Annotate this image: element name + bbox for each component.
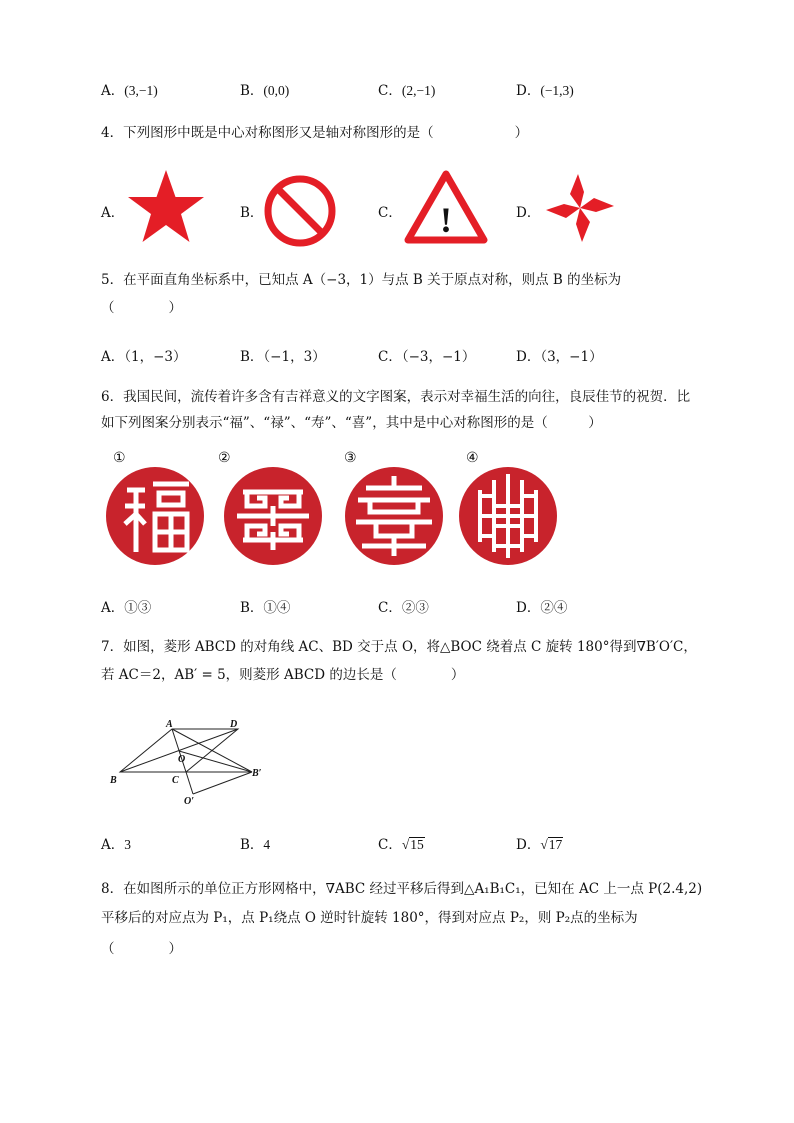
- q6-option-b: B．①④: [240, 600, 291, 616]
- q7-option-c: C．√15: [378, 837, 424, 853]
- q4-question: 4．下列图形中既是中心对称图形又是轴对称图形的是（ ）: [101, 125, 529, 141]
- q6-figure-label-4: ④: [466, 450, 479, 466]
- q6-figure-label-3: ③: [344, 450, 357, 466]
- sqrt-17: 17: [548, 837, 563, 852]
- label-d: D: [230, 719, 238, 730]
- xi-seal-icon: [458, 466, 558, 566]
- q6-option-a: A．①③: [101, 600, 152, 616]
- q5-option-b: B．（−1，3）: [240, 349, 326, 365]
- q6-option-d: D．②④: [516, 600, 568, 616]
- shou-seal-icon: [344, 466, 444, 566]
- q7-option-b: B．4: [240, 837, 271, 853]
- rhombus-diagram: [100, 716, 270, 808]
- q5-question-line1: 5．在平面直角坐标系中，已知点 A（−3，1）与点 B 关于原点对称，则点 B 的坐标为: [101, 272, 622, 288]
- q8-question-line3: （ ）: [101, 941, 182, 957]
- q3-option-d: D．(−1,3): [516, 83, 574, 99]
- q6-question-line1: 6．我国民间，流传着许多含有吉祥意义的文字图案，表示对幸福生活的向往，良辰佳节的祝贺．比: [101, 389, 691, 405]
- lu-seal-icon: [223, 466, 323, 566]
- q5-question-line2: （ ）: [101, 300, 182, 316]
- warning-triangle-icon: [404, 170, 488, 244]
- q6-figure-label-1: ①: [113, 450, 126, 466]
- red-star-icon: [125, 168, 207, 248]
- q8-question-line1: 8．在如图所示的单位正方形网格中，∇ABC 经过平移后得到△A₁B₁C₁，已知在 AC 上一点 P(2.4,2): [101, 881, 703, 897]
- label-a: A: [166, 719, 173, 730]
- q5-option-a: A．（1，−3）: [101, 349, 187, 365]
- q7-question-line1: 7．如图，菱形 ABCD 的对角线 AC、BD 交于点 O，将△BOC 绕着点 C 旋转 180°得到∇B′O′C，: [101, 639, 697, 655]
- q4-label-b: B．: [240, 205, 264, 221]
- q7-option-a: A．3: [101, 837, 131, 853]
- q4-label-a: A．: [101, 205, 125, 221]
- diagonal-bd: [120, 729, 238, 772]
- q4-label-d: D．: [516, 205, 541, 221]
- label-b-prime: B′: [252, 768, 262, 779]
- segment-co-prime: [186, 772, 193, 794]
- label-o-prime: O′: [184, 796, 195, 807]
- fu-seal-icon: [105, 466, 205, 566]
- segment-o-prime-b-prime: [193, 772, 252, 794]
- label-b: B: [110, 775, 117, 786]
- label-c: C: [172, 775, 179, 786]
- q5-option-d: D．（3，−1）: [516, 349, 603, 365]
- q4-label-c: C．: [378, 205, 402, 221]
- q7-question-line2: 若 AC＝2，AB′ = 5，则菱形 ABCD 的边长是（ ）: [101, 667, 465, 683]
- q5-option-c: C．（−3，−1）: [378, 349, 476, 365]
- q3-option-a: A．(3,−1): [101, 83, 158, 99]
- warning-mark: !: [440, 200, 452, 240]
- pinwheel-icon: [540, 168, 622, 248]
- q7-option-d: D．√17: [516, 837, 563, 853]
- q3-option-b: B．(0,0): [240, 83, 290, 99]
- q6-figure-label-2: ②: [218, 450, 231, 466]
- q8-question-line2: 平移后的对应点为 P₁，点 P₁绕点 O 逆时针旋转 180°，得到对应点 P₂，则 P₂点的坐标为: [101, 910, 638, 926]
- label-o: O: [178, 754, 186, 765]
- q3-option-c: C．(2,−1): [378, 83, 436, 99]
- q6-question-line2: 如下列图案分别表示“福”、“禄”、“寿”、“喜”，其中是中心对称图形的是（ ）: [101, 415, 602, 431]
- sqrt-15: 15: [410, 837, 424, 852]
- prohibition-sign-icon: [262, 173, 338, 249]
- q6-option-c: C．②③: [378, 600, 429, 616]
